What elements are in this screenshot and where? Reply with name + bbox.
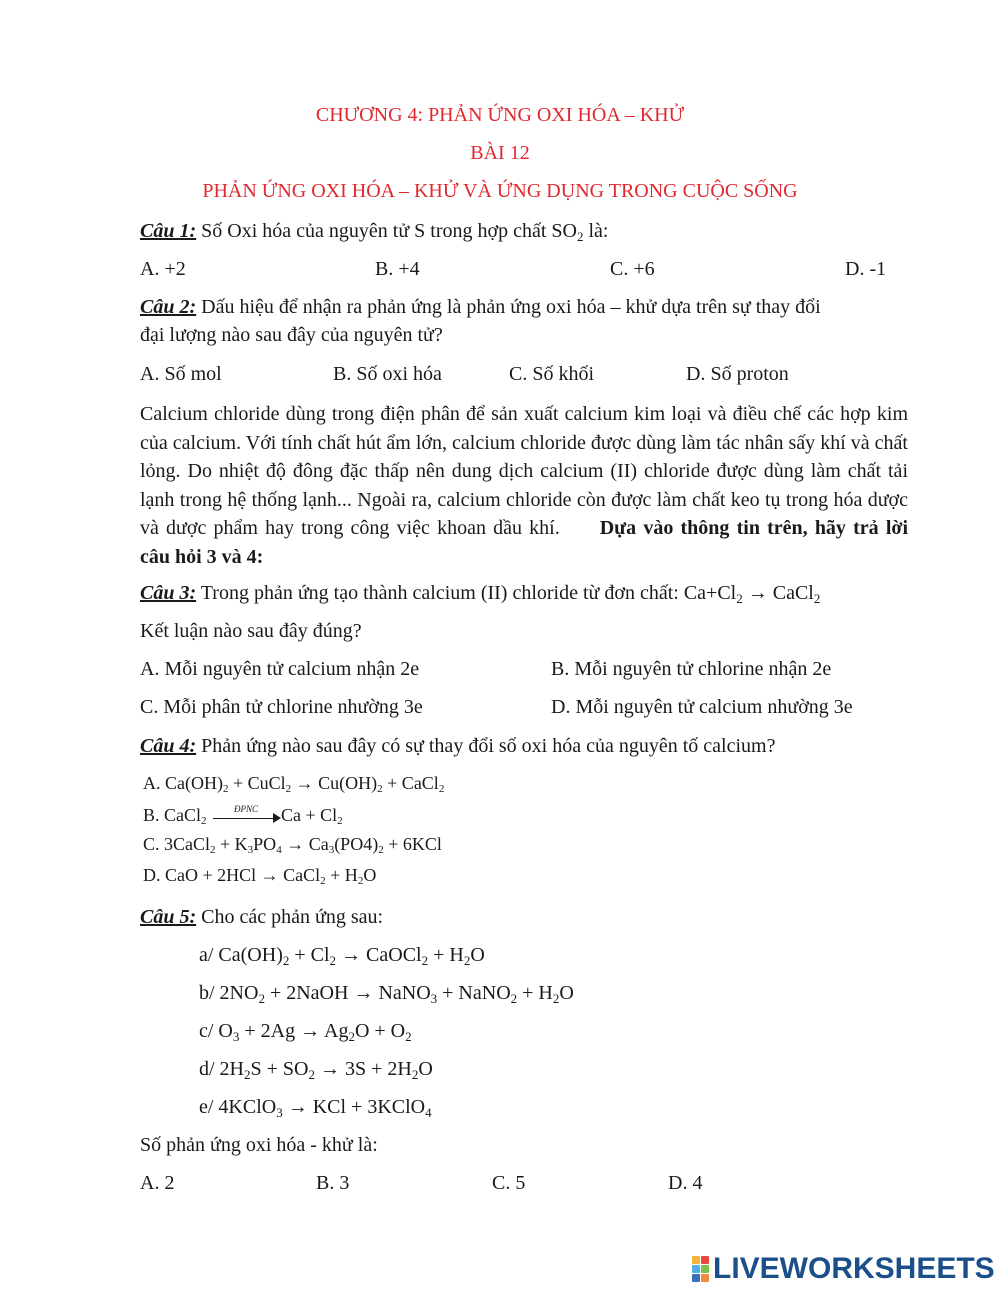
eq-part: c/ O [199, 1020, 233, 1042]
eq-part: Ca + Cl [281, 805, 338, 825]
liveworksheets-logo[interactable] [692, 1252, 995, 1286]
q2-option-a[interactable]: A. Số mol [140, 363, 222, 385]
reading-passage [140, 400, 908, 572]
passage-text: Calcium chloride dùng trong điện phân để sản xuất calcium kim loại và điều chế các hợp kim của calcium. Với tính chất hút ẩm lớn, calcium chloride được dùng làm tác nhân sấy khí và chất lỏng. Do nhiệt độ đông đặc thấp nên dung dịch calcium (II) chloride được dùng làm chất tải lạnh trong hệ thống lạnh... Ngoài ra, calcium chloride còn được làm chất keo tụ trong hóa dược và dược phẩm hay trong công việc khoan dầu khí. [140, 403, 908, 540]
question-1-text-end: là: [583, 220, 609, 242]
subscript: 2 [736, 591, 743, 606]
subscript: 3 [247, 844, 254, 856]
eq-part: O [363, 865, 377, 885]
chapter-title: CHƯƠNG 4: PHẢN ỨNG OXI HÓA – KHỬ [315, 104, 685, 126]
question-1-text: Số Oxi hóa của nguyên tử S trong hợp chất SO [196, 220, 577, 242]
q3-option-d[interactable]: D. Mỗi nguyên tử calcium nhường 3e [551, 696, 853, 718]
eq-part: O + O [354, 1020, 406, 1042]
eq-part: → KCl + 3KClO [282, 1096, 426, 1118]
reaction-arrow: → CaCl [742, 582, 814, 604]
eq-part: → CaOCl [336, 944, 422, 966]
q3-option-c[interactable]: C. Mỗi phân tử chlorine nhường 3e [140, 696, 423, 718]
subscript: 2 [258, 991, 265, 1006]
eq-part: + CuCl [228, 773, 286, 793]
subscript: 2 [378, 844, 384, 856]
arrow-condition: ĐPNC [234, 803, 259, 814]
subscript: 2 [348, 1029, 355, 1044]
question-2-line-2: đại lượng nào sau đây của nguyên tử? [140, 324, 443, 346]
eq-part: + Cl [289, 944, 330, 966]
question-1-label: Câu 1: [140, 220, 197, 242]
q4-option-c[interactable] [143, 833, 442, 855]
subscript: 2 [813, 591, 821, 606]
subscript: 2 [552, 991, 560, 1006]
eq-part: d/ 2H [199, 1058, 244, 1080]
eq-part: O [559, 982, 574, 1004]
logo-text: LIVEWORKSHEETS [713, 1252, 995, 1285]
eq-part: + 2Ag → Ag [239, 1020, 349, 1042]
subscript: 2 [576, 229, 584, 244]
subscript: 3 [276, 1105, 283, 1120]
eq-part: A. Ca(OH) [143, 773, 223, 793]
subscript: 4 [276, 844, 282, 856]
q5-option-b[interactable]: B. 3 [316, 1172, 350, 1194]
question-2-line-1: Dấu hiệu để nhận ra phản ứng là phản ứng oxi hóa – khử dựa trên sự thay đổi [196, 296, 821, 318]
subscript: 3 [328, 844, 335, 856]
reaction-d [199, 1056, 433, 1082]
logo-square [692, 1265, 700, 1273]
eq-part: O [418, 1058, 433, 1080]
subscript: 2 [405, 1029, 412, 1044]
eq-part: + 2NaOH → NaNO [264, 982, 431, 1004]
eq-part: + H [325, 865, 358, 885]
logo-square [701, 1256, 709, 1264]
eq-part: PO [253, 834, 277, 854]
question-2 [140, 294, 821, 320]
q2-option-b[interactable]: B. Số oxi hóa [333, 363, 442, 385]
subscript: 2 [463, 953, 471, 968]
eq-part: C. 3CaCl [143, 834, 211, 854]
question-5-text: Cho các phản ứng sau: [196, 906, 384, 928]
subscript: 2 [201, 815, 207, 827]
passage-instruction: Dựa vào thông tin trên, hãy trả lời câu hỏi 3 và 4: [140, 517, 908, 568]
electrolysis-arrow-icon [211, 803, 281, 826]
subscript: 2 [282, 953, 290, 968]
eq-part: D. CaO + 2HCl → CaCl [143, 865, 321, 885]
q2-option-d[interactable]: D. Số proton [686, 363, 789, 385]
subscript: 2 [329, 953, 337, 968]
q4-option-b[interactable] [143, 804, 343, 826]
q4-option-a[interactable] [143, 772, 444, 794]
eq-part: + H [428, 944, 464, 966]
q3-option-a[interactable]: A. Mỗi nguyên tử calcium nhận 2e [140, 658, 420, 680]
question-5-label: Câu 5: [140, 906, 197, 928]
subscript: 2 [320, 875, 326, 887]
liveworksheets-logo-icon [692, 1256, 709, 1282]
subscript: 2 [210, 844, 216, 856]
subscript: 3 [232, 1029, 240, 1044]
eq-part: e/ 4KClO [199, 1096, 277, 1118]
logo-square [692, 1256, 700, 1264]
question-3-text: Trong phản ứng tạo thành calcium (II) chloride từ đơn chất: Ca+Cl [196, 582, 737, 604]
eq-part: O [470, 944, 485, 966]
eq-part: → Cu(OH) [291, 773, 378, 793]
logo-square [701, 1265, 709, 1273]
logo-square [692, 1274, 700, 1282]
question-4 [140, 733, 775, 759]
q5-option-a[interactable]: A. 2 [140, 1172, 175, 1194]
subscript: 2 [438, 783, 445, 795]
subscript: 2 [285, 783, 292, 795]
q1-option-b[interactable]: B. +4 [375, 258, 420, 280]
question-4-text: Phản ứng nào sau đây có sự thay đổi số oxi hóa của nguyên tố calcium? [196, 735, 776, 757]
question-5 [140, 904, 383, 930]
lesson-title: BÀI 12 [470, 142, 530, 164]
eq-part: a/ Ca(OH) [199, 944, 283, 966]
eq-part: + H [517, 982, 553, 1004]
q4-option-d[interactable] [143, 864, 376, 886]
eq-part: (PO4) [334, 834, 379, 854]
question-2-label: Câu 2: [140, 296, 197, 318]
q3-option-b[interactable]: B. Mỗi nguyên tử chlorine nhận 2e [551, 658, 832, 680]
subscript: 2 [377, 783, 383, 795]
question-3 [140, 580, 820, 606]
eq-part: → 3S + 2H [314, 1058, 412, 1080]
q5-option-c[interactable]: C. 5 [492, 1172, 526, 1194]
question-1 [140, 218, 608, 244]
logo-square [701, 1274, 709, 1282]
subscript: 3 [430, 991, 438, 1006]
eq-part: B. CaCl [143, 805, 202, 825]
q2-option-c[interactable]: C. Số khối [509, 363, 595, 385]
subscript: 2 [421, 953, 429, 968]
question-4-label: Câu 4: [140, 735, 197, 757]
reaction-b [199, 980, 574, 1006]
q1-option-a[interactable]: A. +2 [140, 258, 186, 280]
q1-option-c[interactable]: C. +6 [610, 258, 655, 280]
subscript: 2 [337, 815, 343, 827]
subscript: 2 [357, 875, 364, 887]
question-3-line-2: Kết luận nào sau đây đúng? [140, 620, 362, 642]
page-title: PHẢN ỨNG OXI HÓA – KHỬ VÀ ỨNG DỤNG TRONG CUỘC SỐNG [202, 180, 798, 202]
subscript: 2 [411, 1067, 419, 1082]
eq-part: + NaNO [437, 982, 511, 1004]
eq-part: S + SO [250, 1058, 309, 1080]
q1-option-d[interactable]: D. -1 [845, 258, 887, 280]
q5-option-d[interactable]: D. 4 [668, 1172, 703, 1194]
subscript: 2 [510, 991, 518, 1006]
subscript: 2 [308, 1067, 315, 1082]
subscript: 4 [425, 1105, 432, 1120]
eq-part: + 6KCl [383, 834, 442, 854]
question-3-label: Câu 3: [140, 582, 197, 604]
reaction-c [199, 1018, 412, 1044]
reaction-e [199, 1094, 432, 1120]
eq-part: b/ 2NO [199, 982, 259, 1004]
subscript: 2 [222, 783, 229, 795]
eq-part: → Ca [281, 834, 329, 854]
reaction-a [199, 942, 485, 968]
question-5-prompt: Số phản ứng oxi hóa - khử là: [140, 1134, 378, 1156]
eq-part: + K [215, 834, 248, 854]
eq-part: + CaCl [382, 773, 439, 793]
subscript: 2 [244, 1067, 251, 1082]
